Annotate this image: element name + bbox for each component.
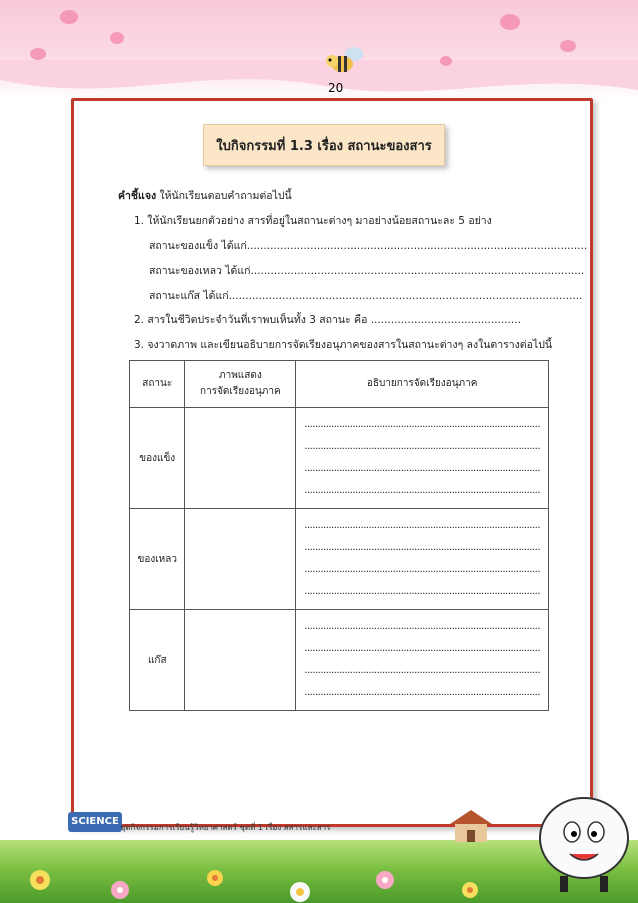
answer-line: ........................................................................................ [304,586,540,597]
header-picture [185,361,296,408]
description-cell[interactable] [296,509,549,610]
flower-decoration [560,40,576,52]
flower-decoration [440,56,452,66]
page-number: 20 [328,81,344,95]
answer-line: ........................................................................................ [304,643,540,654]
drawing-cell[interactable] [185,509,296,610]
question-3: 3. จงวาดภาพ และเขียนอธิบายการจัดเรียงอนุภาคของสารในสถานะต่างๆ ลงในตารางต่อไปนี้ [134,339,553,351]
answer-line: ........................................................................................ [304,665,540,676]
header-picture-line2: การจัดเรียงอนุภาค [200,386,281,397]
answer-line: ........................................................................................ [304,687,540,698]
house-icon [448,808,494,844]
particle-arrangement-table [129,360,549,711]
state-cell: แก๊ส [130,610,185,711]
instructions-label: คำชี้แจง [118,190,157,202]
question-1-solid-line: สถานะของแข็ง ได้แก่...................................................................................................... [149,240,588,252]
description-cell[interactable] [296,610,549,711]
flower-decoration [60,10,78,24]
table-row [130,408,549,509]
flower-decoration [500,14,520,30]
answer-line: ........................................................................................ [304,485,540,496]
drawing-cell[interactable] [185,610,296,711]
sheep-icon [532,780,636,898]
answer-line: ........................................................................................ [304,419,540,430]
header-description: อธิบายการจัดเรียงอนุภาค [296,361,549,408]
state-cell: ของเหลว [130,509,185,610]
table-row [130,509,549,610]
answer-line: ........................................................................................ [304,542,540,553]
answer-line: ........................................................................................ [304,621,540,632]
science-badge: SCIENCE [68,812,122,832]
drawing-cell[interactable] [185,408,296,509]
instructions-text: ให้นักเรียนตอบคำถามต่อไปนี้ [159,190,292,202]
question-1: 1. ให้นักเรียนยกตัวอย่าง สารที่อยู่ในสถานะต่างๆ มาอย่างน้อยสถานะละ 5 อย่าง [134,215,492,227]
header-state: สถานะ [130,361,185,408]
table-header-row [130,361,549,408]
question-1-gas-line: สถานะแก๊ส ได้แก่.......................................................................................................... [149,290,583,302]
answer-line: ........................................................................................ [304,564,540,575]
answer-line: ........................................................................................ [304,441,540,452]
state-cell: ของแข็ง [130,408,185,509]
bee-icon [322,44,370,78]
worksheet-title: ใบกิจกรรมที่ 1.3 เรื่อง สถานะของสาร [203,124,445,166]
header-picture-line1: ภาพแสดง [219,370,262,381]
flower-decoration [30,48,46,60]
instructions [118,187,292,204]
question-1-liquid-line: สถานะของเหลว ได้แก่.................................................................................................... [149,265,585,277]
answer-line: ........................................................................................ [304,463,540,474]
table-row [130,610,549,711]
flower-decoration [110,32,124,44]
answer-line: ........................................................................................ [304,520,540,531]
question-2: 2. สารในชีวิตประจำวันที่เราพบเห็นทั้ง 3 สถานะ คือ ............................................. [134,314,521,326]
description-cell[interactable] [296,408,549,509]
footer-text: ชุดกิจกรรมการเรียนรู้วิทยาศาสตร์ ชุดที่ 1 เรื่อง สสารและสาร [120,823,331,832]
